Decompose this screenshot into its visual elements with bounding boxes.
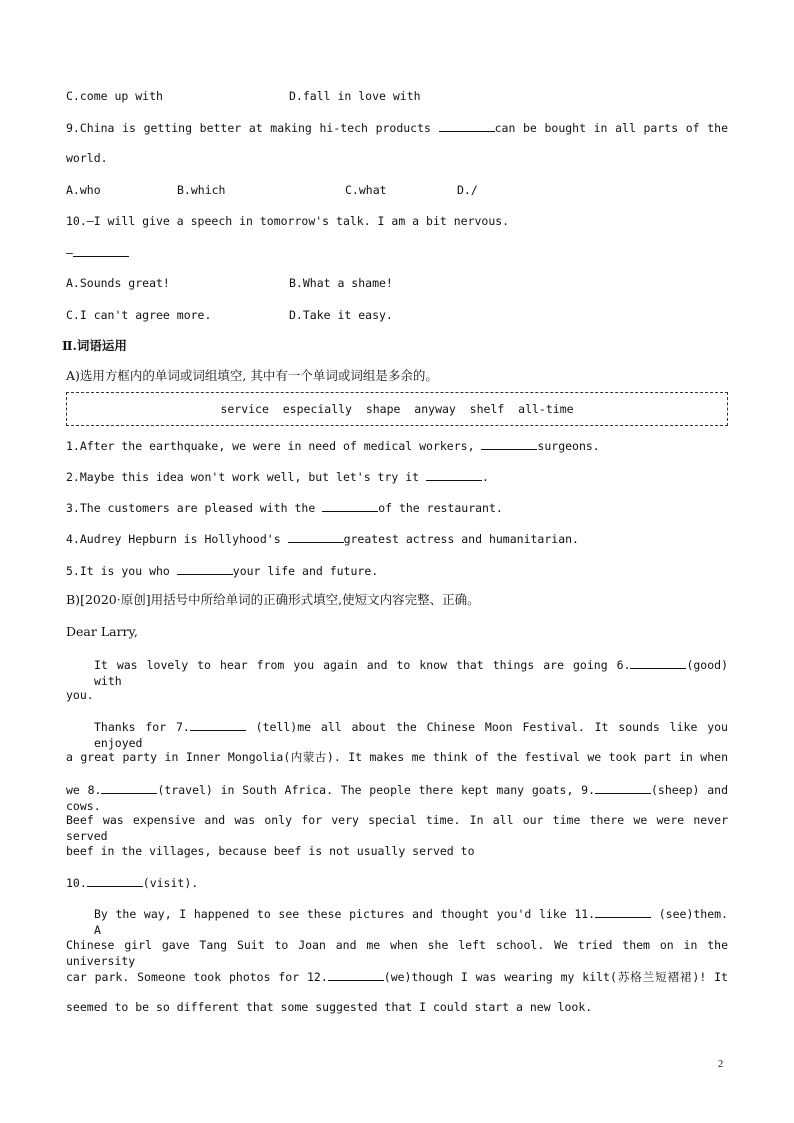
- q10-option-a: A.Sounds great!: [66, 276, 170, 290]
- blank-8: [101, 781, 157, 794]
- item-5-blank: [177, 562, 233, 575]
- part-a-item-3: [66, 499, 503, 516]
- q10-stem: 10.—I will give a speech in tomorrow's talk. I am a bit nervous.: [66, 214, 510, 228]
- blank-9-after: (sheep) and cows.: [66, 783, 728, 813]
- blank-8-after: (travel) in South Africa. The people there kept many goats, 9.: [157, 783, 595, 797]
- item-1-blank: [481, 437, 537, 450]
- item-1-before: 1.After the earthquake, we were in need of medical workers,: [66, 439, 482, 453]
- q8-option-d: D.fall in love with: [289, 89, 421, 103]
- letter-p2-line2: a great party in Inner Mongolia(内蒙古). It makes me think of the festival we took part in when: [66, 750, 728, 764]
- item-1-after: surgeons.: [537, 439, 600, 453]
- q9-stem-line2: world.: [66, 151, 108, 165]
- letter-greeting: Dear Larry,: [66, 624, 138, 639]
- q8-option-c: C.come up with: [66, 89, 163, 103]
- part-a-item-2: [66, 468, 489, 485]
- item-4-after: greatest actress and humanitarian.: [343, 532, 579, 546]
- part-a-item-4: [66, 530, 579, 547]
- letter-p1-line2: you.: [66, 688, 94, 702]
- item-3-before: 3.The customers are pleased with the: [66, 501, 323, 515]
- blank-10-after: (visit).: [142, 876, 199, 890]
- q10-option-c: C.I can't agree more.: [66, 308, 212, 322]
- q9-blank: [439, 119, 495, 132]
- item-4-blank: [288, 530, 344, 543]
- q10-option-b: B.What a shame!: [289, 276, 393, 290]
- item-2-before: 2.Maybe this idea won't work well, but let's try it: [66, 470, 427, 484]
- word-box: [66, 392, 728, 426]
- item-2-blank: [426, 468, 482, 481]
- part-a-item-5: [66, 562, 378, 579]
- page-number: 2: [718, 1059, 724, 1070]
- blank-10-before: 10.: [66, 876, 87, 890]
- blank-12: [328, 968, 384, 981]
- blank-12-before: car park. Someone took photos for 12.: [66, 970, 328, 984]
- part-b-instruction: B)[2020·原创]用括号中所给单词的正确形式填空,使短文内容完整、正确。: [66, 592, 480, 607]
- q10-reply-dash: —: [66, 246, 73, 260]
- letter-p2-line6: [66, 874, 198, 891]
- item-4-before: 4.Audrey Hepburn is Hollyhood's: [66, 532, 288, 546]
- blank-9: [595, 781, 651, 794]
- letter-p2-line3: [66, 781, 728, 814]
- q9-option-d: D./: [457, 183, 478, 197]
- letter-p3-line2: Chinese girl gave Tang Suit to Joan and me when she left school. We tried them on in the university: [66, 938, 728, 968]
- letter-p2-line1: [94, 718, 728, 751]
- blank-10: [87, 874, 143, 887]
- q9-stem-before: 9.China is getting better at making hi-tech products: [66, 121, 439, 135]
- part-a-item-1: [66, 437, 600, 454]
- item-2-after: .: [482, 470, 489, 484]
- blank-6: [630, 656, 686, 669]
- letter-p3-line3: [66, 968, 728, 985]
- blank-6-before: It was lovely to hear from you again and to know that things are going 6.: [94, 658, 631, 672]
- q10-option-d: D.Take it easy.: [289, 308, 393, 322]
- letter-p3-line1: [94, 905, 728, 938]
- blank-7-before: Thanks for 7.: [94, 720, 190, 734]
- blank-11: [595, 905, 651, 918]
- q9-option-b: B.which: [177, 183, 226, 197]
- q10-reply: [66, 244, 129, 261]
- word-box-words: service especially shape anyway shelf all-time: [220, 402, 574, 416]
- item-5-after: your life and future.: [232, 564, 379, 578]
- q9-option-a: A.who: [66, 183, 101, 197]
- blank-11-after: (see)them. A: [94, 907, 728, 937]
- blank-6-after: (good) with: [94, 658, 728, 688]
- item-5-before: 5.It is you who: [66, 564, 177, 578]
- q10-blank: [73, 244, 129, 257]
- blank-7: [190, 718, 246, 731]
- letter-p2-line5: beef in the villages, because beef is not usually served to: [66, 844, 475, 858]
- q9-option-c: C.what: [345, 183, 387, 197]
- section-title: Ⅱ.词语运用: [62, 338, 127, 353]
- letter-p2-line4: Beef was expensive and was only for very special time. In all our time there we were never served: [66, 813, 728, 843]
- letter-p1-line1: [94, 656, 728, 689]
- letter-p3-line4: seemed to be so different that some suggested that I could start a new look.: [66, 1000, 593, 1014]
- blank-8-before: we 8.: [66, 783, 102, 797]
- q9-stem: [66, 119, 728, 136]
- item-3-blank: [322, 499, 378, 512]
- item-3-after: of the restaurant.: [378, 501, 503, 515]
- blank-7-after: (tell)me all about the Chinese Moon Festival. It sounds like you enjoyed: [94, 720, 728, 750]
- part-a-instruction: A)选用方框内的单词或词组填空, 其中有一个单词或词组是多余的。: [66, 368, 438, 383]
- blank-12-after: (we)though I was wearing my kilt(苏格兰短褶裙)! It: [383, 970, 728, 984]
- q9-stem-after: can be bought in all parts of the: [494, 121, 729, 135]
- blank-11-before: By the way, I happened to see these pictures and thought you'd like 11.: [94, 907, 596, 921]
